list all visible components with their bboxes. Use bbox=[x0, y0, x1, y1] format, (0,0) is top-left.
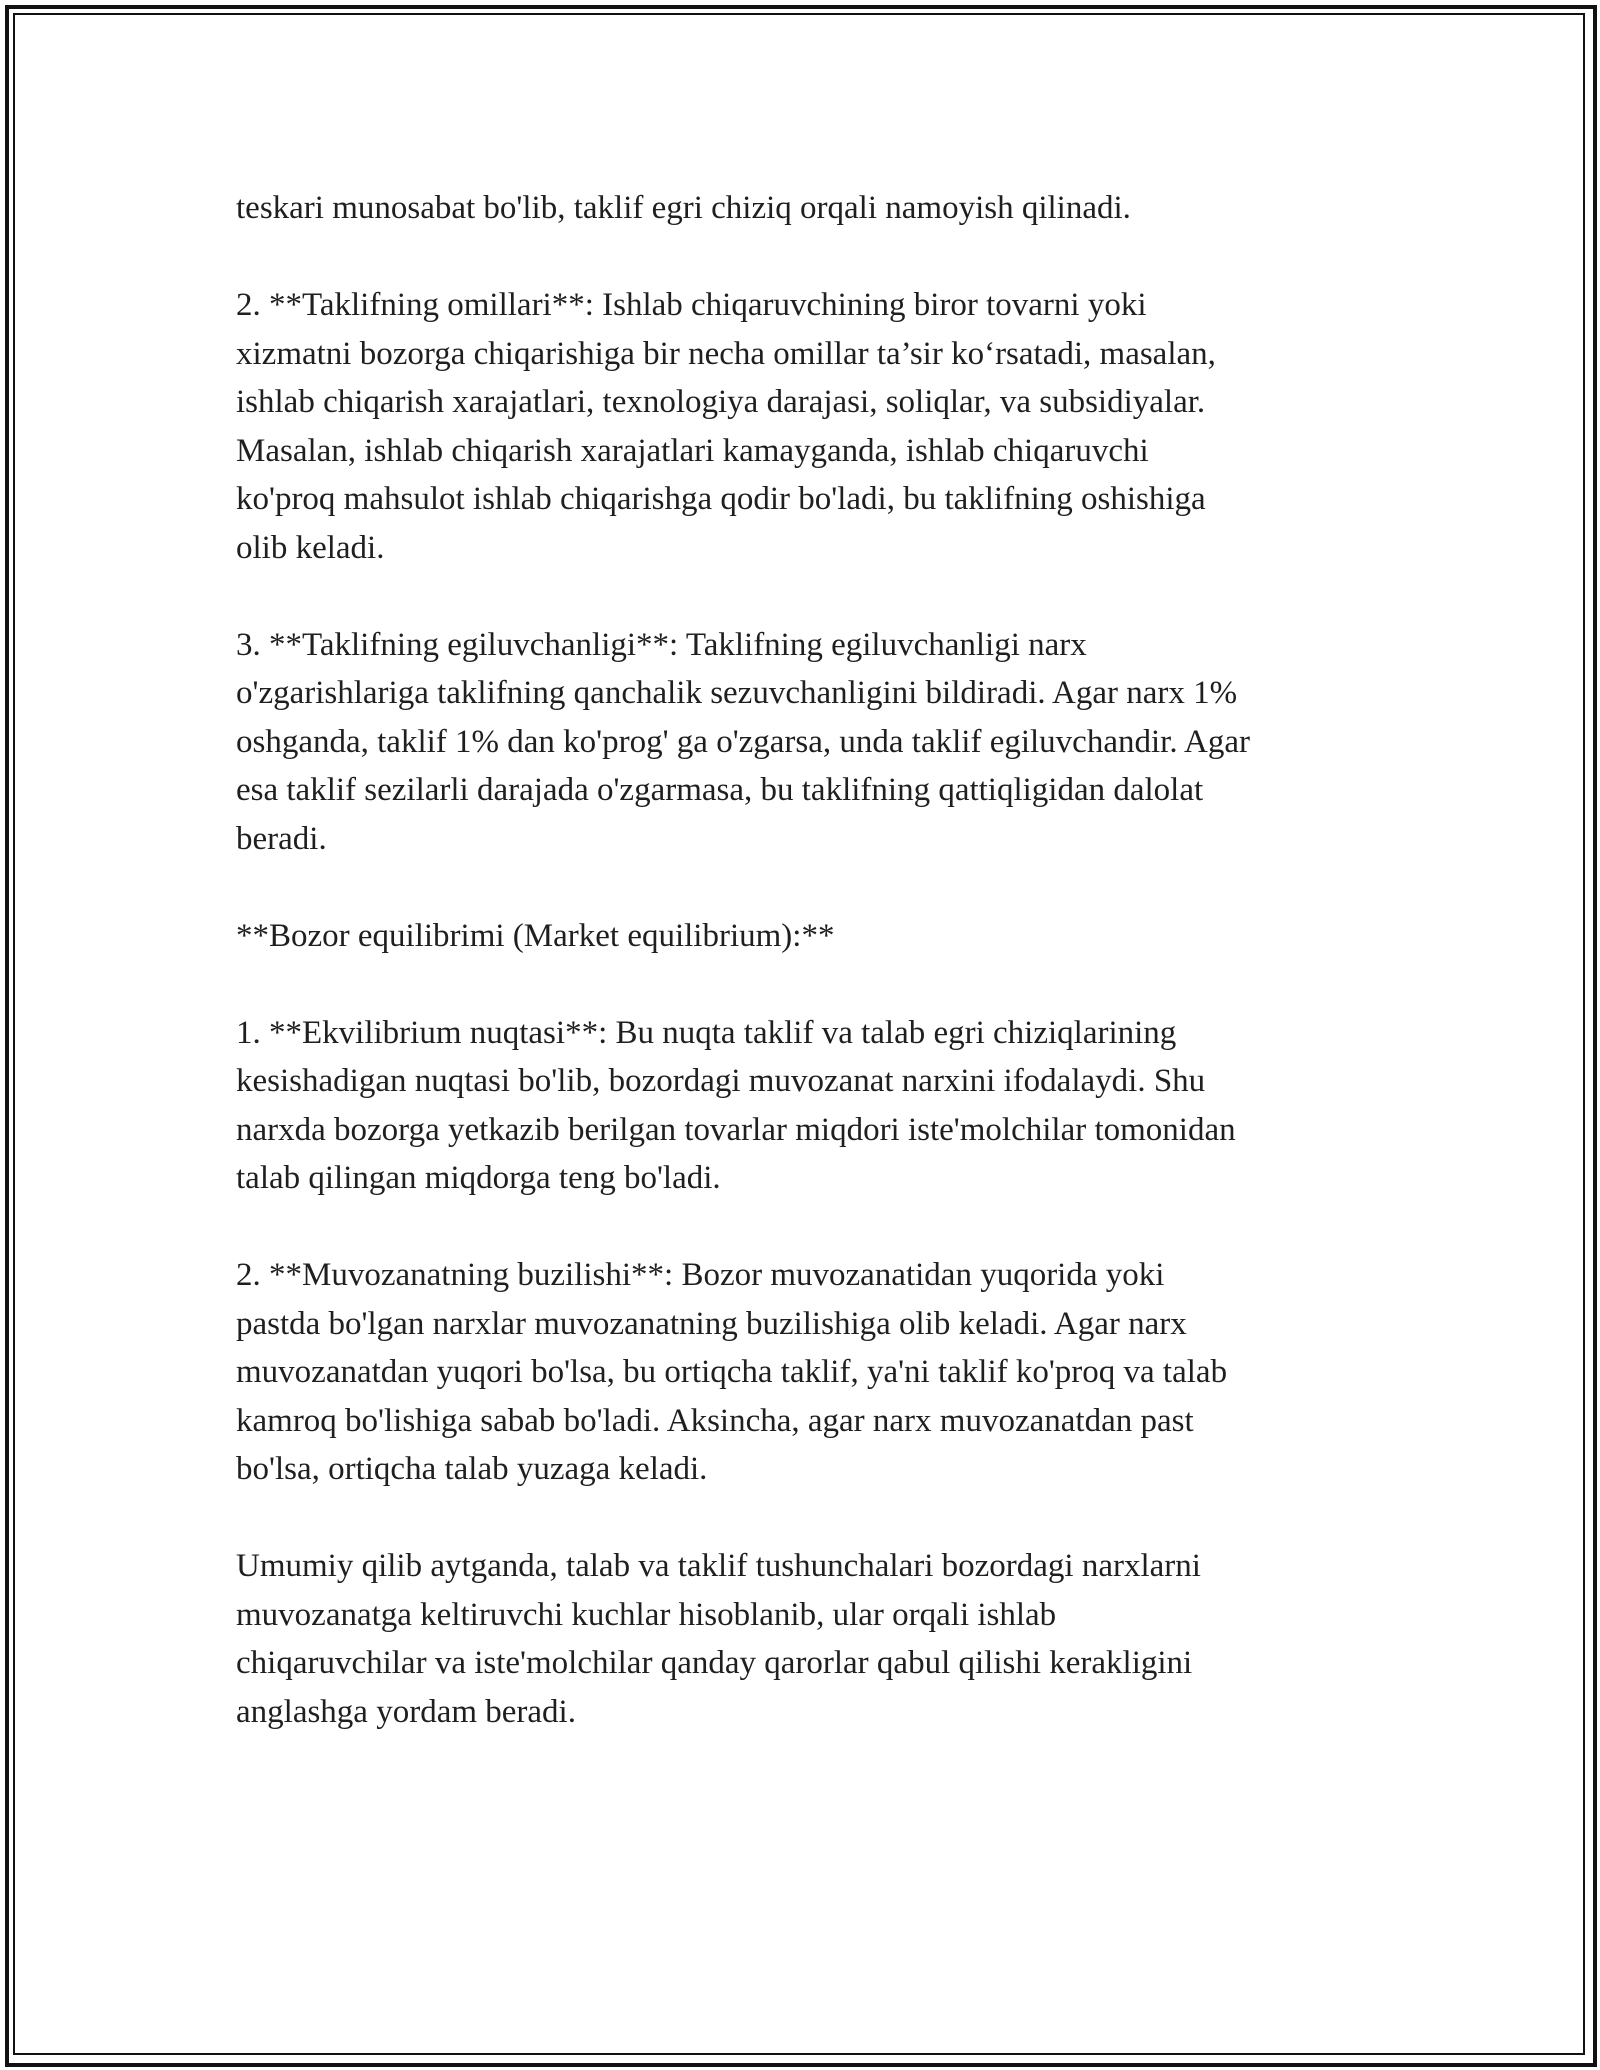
text-line: oshganda, taklif 1% dan ko'prog' ga o'zgarsa, unda taklif egiluvchandir. Agar bbox=[236, 723, 1250, 760]
paragraph-conclusion bbox=[236, 1542, 1386, 1736]
paragraph-equilibrium-point bbox=[236, 1009, 1386, 1203]
text-line: bo'lsa, ortiqcha talab yuzaga keladi. bbox=[236, 1451, 708, 1487]
text-line: beradi. bbox=[236, 820, 327, 857]
paragraph-supply-factors bbox=[236, 281, 1386, 572]
text-line: 3. **Taklifning egiluvchanligi**: Taklifning egiluvchanligi narx bbox=[236, 626, 1087, 663]
text-line: o'zgarishlariga taklifning qanchalik sezuvchanligini bildiradi. Agar narx 1% bbox=[236, 675, 1238, 711]
text-line: kesishadigan nuqtasi bo'lib, bozordagi muvozanat narxini ifodalaydi. Shu bbox=[236, 1063, 1206, 1099]
text-line: teskari munosabat bo'lib, taklif egri chiziq orqali namoyish qilinadi. bbox=[236, 190, 1131, 226]
text-line: narxda bozorga yetkazib berilgan tovarlar miqdori iste'molchilar tomonidan bbox=[236, 1111, 1236, 1148]
document-body bbox=[236, 184, 1386, 1785]
text-line: pastda bo'lgan narxlar muvozanatning buzilishiga olib keladi. Agar narx bbox=[236, 1305, 1187, 1342]
text-line: ko'proq mahsulot ishlab chiqarishga qodir bo'ladi, bu taklifning oshishiga bbox=[236, 481, 1206, 517]
text-line: 2. **Muvozanatning buzilishi**: Bozor muvozanatidan yuqorida yoki bbox=[236, 1257, 1165, 1293]
text-line: Masalan, ishlab chiqarish xarajatlari kamayganda, ishlab chiqaruvchi bbox=[236, 432, 1149, 469]
paragraph-supply-elasticity bbox=[236, 621, 1386, 864]
section-heading-market-equilibrium bbox=[236, 912, 1386, 961]
text-line: **Bozor equilibrimi (Market equilibrium):** bbox=[236, 917, 835, 954]
text-line: 2. **Taklifning omillari**: Ishlab chiqaruvchining biror tovarni yoki bbox=[236, 287, 1147, 323]
text-line: olib keladi. bbox=[236, 529, 385, 566]
text-line: muvozanatdan yuqori bo'lsa, bu ortiqcha taklif, ya'ni taklif ko'proq va talab bbox=[236, 1354, 1228, 1390]
text-line: ishlab chiqarish xarajatlari, texnologiya darajasi, soliqlar, va subsidiyalar. bbox=[236, 384, 1206, 420]
text-line: esa taklif sezilarli darajada o'zgarmasa, bu taklifning qattiqligidan dalolat bbox=[236, 772, 1204, 808]
text-line: chiqaruvchilar va iste'molchilar qanday qarorlar qabul qilishi kerakligini bbox=[236, 1645, 1193, 1681]
text-line: Umumiy qilib aytganda, talab va taklif tushunchalari bozordagi narxlarni bbox=[236, 1548, 1201, 1584]
text-line: muvozanatga keltiruvchi kuchlar hisoblanib, ular orqali ishlab bbox=[236, 1596, 1057, 1633]
paragraph-intro-continuation bbox=[236, 184, 1386, 233]
paragraph-equilibrium-disruption bbox=[236, 1251, 1386, 1494]
text-line: anglashga yordam beradi. bbox=[236, 1693, 576, 1730]
text-line: xizmatni bozorga chiqarishiga bir necha omillar ta’sir ko‘rsatadi, masalan, bbox=[236, 335, 1216, 372]
text-line: 1. **Ekvilibrium nuqtasi**: Bu nuqta taklif va talab egri chiziqlarining bbox=[236, 1014, 1177, 1051]
text-line: talab qilingan miqdorga teng bo'ladi. bbox=[236, 1160, 721, 1196]
text-line: kamroq bo'lishiga sabab bo'ladi. Aksincha, agar narx muvozanatdan past bbox=[236, 1402, 1194, 1439]
